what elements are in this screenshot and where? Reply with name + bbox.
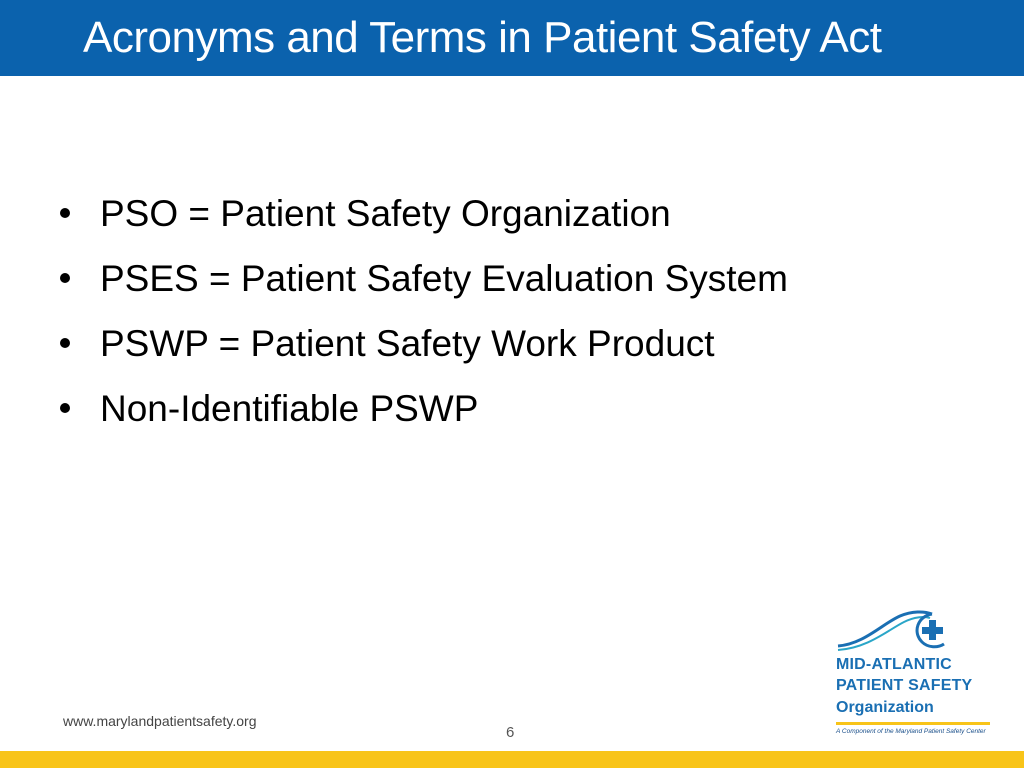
bullet-dot-icon — [60, 273, 70, 283]
bullet-dot-icon — [60, 338, 70, 348]
page-number: 6 — [506, 724, 515, 741]
slide-title: Acronyms and Terms in Patient Safety Act — [83, 13, 882, 62]
bullet-item — [58, 188, 788, 253]
footer-band — [0, 751, 1024, 768]
logo-divider — [836, 722, 990, 725]
bullet-item — [58, 383, 788, 448]
footer-url: www.marylandpatientsafety.org — [63, 713, 257, 729]
bullet-text: PSES = Patient Safety Evaluation System — [100, 258, 788, 299]
bullet-dot-icon — [60, 403, 70, 413]
bullet-text: PSWP = Patient Safety Work Product — [100, 323, 715, 364]
bullet-text: Non-Identifiable PSWP — [100, 388, 479, 429]
title-bar — [0, 0, 1024, 76]
logo-line-2: PATIENT SAFETY — [836, 677, 973, 694]
organization-logo — [834, 606, 994, 740]
logo-tagline: A Component of the Maryland Patient Safety Center — [836, 728, 986, 735]
bullet-dot-icon — [60, 208, 70, 218]
logo-line-3: Organization — [836, 699, 934, 716]
logo-line-1: MID-ATLANTIC — [836, 656, 952, 673]
bullet-text: PSO = Patient Safety Organization — [100, 193, 671, 234]
wave-cross-icon — [834, 606, 994, 656]
bullet-item — [58, 318, 788, 383]
bullet-item — [58, 253, 788, 318]
bullet-list — [58, 188, 788, 448]
